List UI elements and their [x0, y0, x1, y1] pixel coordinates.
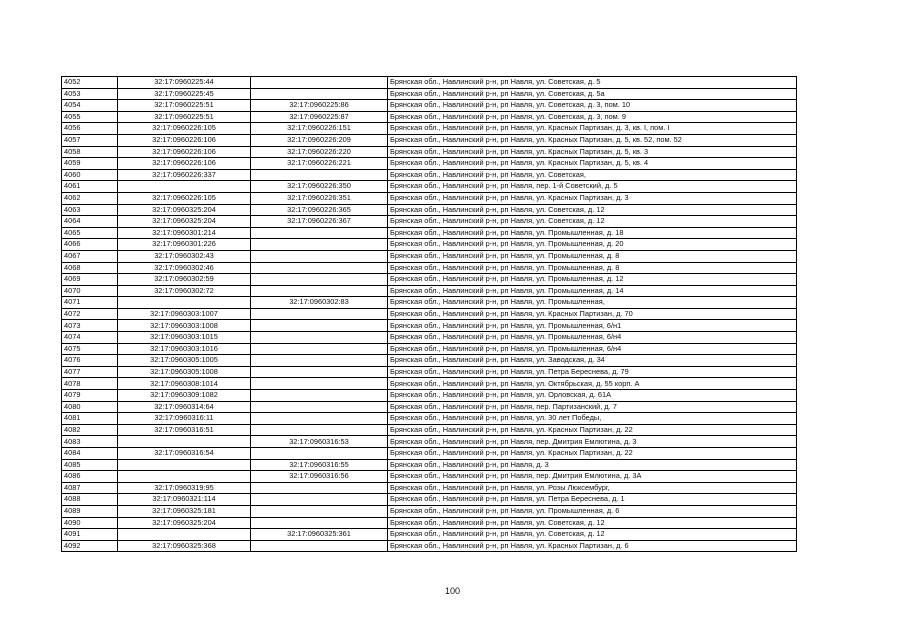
table-row	[62, 332, 797, 344]
cadastral-number-cell: 32:17:0960226:106	[118, 158, 251, 170]
row-number-cell: 4055	[62, 111, 118, 123]
table-row	[62, 77, 797, 89]
row-number-cell: 4058	[62, 146, 118, 158]
row-number-cell: 4062	[62, 192, 118, 204]
cadastral-number-cell: 32:17:0960302:59	[118, 274, 251, 286]
row-number-cell: 4069	[62, 274, 118, 286]
address-cell: Брянская обл., Навлинский р-н, рп Навля, пер. 1-й Советский, д. 5	[388, 181, 797, 193]
cadastral-number-cell: 32:17:0960325:204	[118, 517, 251, 529]
cadastral-number-cell: 32:17:0960302:72	[118, 285, 251, 297]
table-row	[62, 297, 797, 309]
row-number-cell: 4063	[62, 204, 118, 216]
address-cell: Брянская обл., Навлинский р-н, рп Навля, ул. Советская, д. 3, пом. 10	[388, 100, 797, 112]
row-number-cell: 4087	[62, 482, 118, 494]
address-cell: Брянская обл., Навлинский р-н, рп Навля, ул. Промышленная, 6/н4	[388, 343, 797, 355]
table-row	[62, 424, 797, 436]
table-row	[62, 390, 797, 402]
parent-cadastral-number-cell: 32:17:0960325:361	[251, 529, 388, 541]
row-number-cell: 4054	[62, 100, 118, 112]
row-number-cell: 4092	[62, 540, 118, 552]
table-row	[62, 529, 797, 541]
cadastral-number-cell: 32:17:0960226:106	[118, 134, 251, 146]
table-row	[62, 517, 797, 529]
table-row	[62, 285, 797, 297]
cadastral-number-cell: 32:17:0960325:204	[118, 204, 251, 216]
row-number-cell: 4082	[62, 424, 118, 436]
cadastral-number-cell: 32:17:0960305:1005	[118, 355, 251, 367]
table-row	[62, 378, 797, 390]
cadastral-number-cell	[118, 459, 251, 471]
table-row	[62, 262, 797, 274]
address-cell: Брянская обл., Навлинский р-н, рп Навля, ул. Орловская, д. 61А	[388, 390, 797, 402]
parent-cadastral-number-cell	[251, 540, 388, 552]
table-row	[62, 494, 797, 506]
table-row	[62, 471, 797, 483]
address-cell: Брянская обл., Навлинский р-н, рп Навля, ул. Октябрьская, д. 55 корп. А	[388, 378, 797, 390]
parent-cadastral-number-cell	[251, 274, 388, 286]
table-row	[62, 169, 797, 181]
parent-cadastral-number-cell	[251, 169, 388, 181]
row-number-cell: 4072	[62, 308, 118, 320]
address-cell: Брянская обл., Навлинский р-н, рп Навля, ул. Красных Партизан, д. 6	[388, 540, 797, 552]
table-row	[62, 436, 797, 448]
row-number-cell: 4077	[62, 366, 118, 378]
table-row	[62, 158, 797, 170]
address-cell: Брянская обл., Навлинский р-н, рп Навля, ул. Розы Люксембург,	[388, 482, 797, 494]
cadastral-number-cell	[118, 297, 251, 309]
address-cell: Брянская обл., Навлинский р-н, рп Навля, ул. Красных Партизан, д. 70	[388, 308, 797, 320]
address-cell: Брянская обл., Навлинский р-н, рп Навля, ул. Промышленная, д. 6	[388, 505, 797, 517]
table-row	[62, 181, 797, 193]
parent-cadastral-number-cell: 32:17:0960225:87	[251, 111, 388, 123]
cadastral-number-cell: 32:17:0960302:43	[118, 250, 251, 262]
cadastral-number-cell: 32:17:0960302:46	[118, 262, 251, 274]
cadastral-number-cell	[118, 471, 251, 483]
cadastral-number-cell: 32:17:0960303:1007	[118, 308, 251, 320]
parent-cadastral-number-cell: 32:17:0960226:365	[251, 204, 388, 216]
row-number-cell: 4078	[62, 378, 118, 390]
address-cell: Брянская обл., Навлинский р-н, рп Навля, ул. Промышленная, 6/н1	[388, 320, 797, 332]
address-cell: Брянская обл., Навлинский р-н, рп Навля, ул. Советская,	[388, 169, 797, 181]
parent-cadastral-number-cell	[251, 343, 388, 355]
table-row	[62, 192, 797, 204]
address-cell: Брянская обл., Навлинский р-н, рп Навля, ул. Красных Партизан, д. 22	[388, 448, 797, 460]
parent-cadastral-number-cell	[251, 424, 388, 436]
row-number-cell: 4083	[62, 436, 118, 448]
parent-cadastral-number-cell	[251, 366, 388, 378]
row-number-cell: 4061	[62, 181, 118, 193]
parent-cadastral-number-cell: 32:17:0960316:53	[251, 436, 388, 448]
address-cell: Брянская обл., Навлинский р-н, рп Навля, ул. Промышленная, 6/н4	[388, 332, 797, 344]
row-number-cell: 4052	[62, 77, 118, 89]
address-cell: Брянская обл., Навлинский р-н, рп Навля, ул. Красных Партизан, д. 22	[388, 424, 797, 436]
cadastral-number-cell: 32:17:0960301:226	[118, 239, 251, 251]
row-number-cell: 4070	[62, 285, 118, 297]
row-number-cell: 4073	[62, 320, 118, 332]
table-row	[62, 250, 797, 262]
parent-cadastral-number-cell	[251, 378, 388, 390]
address-cell: Брянская обл., Навлинский р-н, рп Навля, ул. Красных Партизан, д. 5, кв. 3	[388, 146, 797, 158]
table-row	[62, 355, 797, 367]
parent-cadastral-number-cell	[251, 482, 388, 494]
address-cell: Брянская обл., Навлинский р-н, рп Навля, ул. Промышленная, д. 14	[388, 285, 797, 297]
cadastral-number-cell	[118, 181, 251, 193]
property-table-body	[62, 77, 797, 552]
parent-cadastral-number-cell: 32:17:0960226:221	[251, 158, 388, 170]
cadastral-number-cell: 32:17:0960316:11	[118, 413, 251, 425]
parent-cadastral-number-cell	[251, 285, 388, 297]
row-number-cell: 4088	[62, 494, 118, 506]
address-cell: Брянская обл., Навлинский р-н, рп Навля, пер. Партизанский, д. 7	[388, 401, 797, 413]
table-row	[62, 216, 797, 228]
table-row	[62, 413, 797, 425]
parent-cadastral-number-cell	[251, 401, 388, 413]
parent-cadastral-number-cell	[251, 250, 388, 262]
table-row	[62, 505, 797, 517]
table-row	[62, 88, 797, 100]
address-cell: Брянская обл., Навлинский р-н, рп Навля, ул. Петра Береснева, д. 79	[388, 366, 797, 378]
property-table-container	[61, 76, 796, 552]
row-number-cell: 4075	[62, 343, 118, 355]
row-number-cell: 4065	[62, 227, 118, 239]
parent-cadastral-number-cell: 32:17:0960226:209	[251, 134, 388, 146]
row-number-cell: 4056	[62, 123, 118, 135]
parent-cadastral-number-cell	[251, 413, 388, 425]
row-number-cell: 4090	[62, 517, 118, 529]
table-row	[62, 320, 797, 332]
parent-cadastral-number-cell: 32:17:0960225:86	[251, 100, 388, 112]
cadastral-number-cell: 32:17:0960303:1016	[118, 343, 251, 355]
address-cell: Брянская обл., Навлинский р-н, рп Навля, ул. Советская, д. 12	[388, 204, 797, 216]
parent-cadastral-number-cell: 32:17:0960226:351	[251, 192, 388, 204]
row-number-cell: 4084	[62, 448, 118, 460]
cadastral-number-cell: 32:17:0960226:105	[118, 192, 251, 204]
parent-cadastral-number-cell	[251, 227, 388, 239]
cadastral-number-cell: 32:17:0960319:95	[118, 482, 251, 494]
cadastral-number-cell: 32:17:0960225:45	[118, 88, 251, 100]
table-row	[62, 401, 797, 413]
parent-cadastral-number-cell	[251, 505, 388, 517]
parent-cadastral-number-cell: 32:17:0960316:56	[251, 471, 388, 483]
property-table	[61, 76, 797, 552]
cadastral-number-cell: 32:17:0960226:106	[118, 146, 251, 158]
parent-cadastral-number-cell: 32:17:0960302:83	[251, 297, 388, 309]
parent-cadastral-number-cell	[251, 517, 388, 529]
table-row	[62, 204, 797, 216]
row-number-cell: 4091	[62, 529, 118, 541]
parent-cadastral-number-cell	[251, 494, 388, 506]
cadastral-number-cell	[118, 529, 251, 541]
table-row	[62, 146, 797, 158]
cadastral-number-cell: 32:17:0960303:1015	[118, 332, 251, 344]
row-number-cell: 4076	[62, 355, 118, 367]
parent-cadastral-number-cell	[251, 308, 388, 320]
cadastral-number-cell: 32:17:0960321:114	[118, 494, 251, 506]
row-number-cell: 4064	[62, 216, 118, 228]
parent-cadastral-number-cell	[251, 332, 388, 344]
table-row	[62, 123, 797, 135]
address-cell: Брянская обл., Навлинский р-н, рп Навля, ул. Красных Партизан, д. 3	[388, 192, 797, 204]
address-cell: Брянская обл., Навлинский р-н, рп Навля, ул. Советская, д. 5а	[388, 88, 797, 100]
table-row	[62, 111, 797, 123]
cadastral-number-cell: 32:17:0960305:1008	[118, 366, 251, 378]
row-number-cell: 4068	[62, 262, 118, 274]
parent-cadastral-number-cell	[251, 320, 388, 332]
address-cell: Брянская обл., Навлинский р-н, рп Навля, ул. Промышленная, д. 12	[388, 274, 797, 286]
table-row	[62, 459, 797, 471]
cadastral-number-cell: 32:17:0960301:214	[118, 227, 251, 239]
row-number-cell: 4067	[62, 250, 118, 262]
table-row	[62, 100, 797, 112]
table-row	[62, 448, 797, 460]
parent-cadastral-number-cell: 32:17:0960226:220	[251, 146, 388, 158]
row-number-cell: 4074	[62, 332, 118, 344]
address-cell: Брянская обл., Навлинский р-н, рп Навля, ул. Заводская, д. 34	[388, 355, 797, 367]
address-cell: Брянская обл., Навлинский р-н, рп Навля, ул. Красных Партизан, д. 3, кв. I, пом. I	[388, 123, 797, 135]
cadastral-number-cell: 32:17:0960316:54	[118, 448, 251, 460]
address-cell: Брянская обл., Навлинский р-н, рп Навля, ул. Советская, д. 12	[388, 216, 797, 228]
address-cell: Брянская обл., Навлинский р-н, рп Навля, ул. Советская, д. 12	[388, 529, 797, 541]
row-number-cell: 4059	[62, 158, 118, 170]
table-row	[62, 343, 797, 355]
address-cell: Брянская обл., Навлинский р-н, рп Навля, ул. Красных Партизан, д. 5, кв. 4	[388, 158, 797, 170]
cadastral-number-cell: 32:17:0960309:1082	[118, 390, 251, 402]
table-row	[62, 308, 797, 320]
table-row	[62, 482, 797, 494]
row-number-cell: 4066	[62, 239, 118, 251]
address-cell: Брянская обл., Навлинский р-н, рп Навля, ул. Промышленная, д. 8	[388, 250, 797, 262]
cadastral-number-cell: 32:17:0960308:1014	[118, 378, 251, 390]
row-number-cell: 4085	[62, 459, 118, 471]
cadastral-number-cell: 32:17:0960314:64	[118, 401, 251, 413]
address-cell: Брянская обл., Навлинский р-н, рп Навля, ул. Промышленная,	[388, 297, 797, 309]
cadastral-number-cell: 32:17:0960225:44	[118, 77, 251, 89]
table-row	[62, 274, 797, 286]
parent-cadastral-number-cell: 32:17:0960226:151	[251, 123, 388, 135]
address-cell: Брянская обл., Навлинский р-н, рп Навля, д. 3	[388, 459, 797, 471]
address-cell: Брянская обл., Навлинский р-н, рп Навля, пер. Дмитрия Емлютина, д. 3	[388, 436, 797, 448]
address-cell: Брянская обл., Навлинский р-н, рп Навля, пер. Дмитрия Емлютина, д. 3А	[388, 471, 797, 483]
row-number-cell: 4080	[62, 401, 118, 413]
address-cell: Брянская обл., Навлинский р-н, рп Навля, ул. Советская, д. 12	[388, 517, 797, 529]
parent-cadastral-number-cell	[251, 390, 388, 402]
parent-cadastral-number-cell	[251, 239, 388, 251]
cadastral-number-cell: 32:17:0960316:51	[118, 424, 251, 436]
parent-cadastral-number-cell: 32:17:0960226:367	[251, 216, 388, 228]
table-row	[62, 134, 797, 146]
cadastral-number-cell: 32:17:0960325:368	[118, 540, 251, 552]
address-cell: Брянская обл., Навлинский р-н, рп Навля, ул. Промышленная, д. 8	[388, 262, 797, 274]
parent-cadastral-number-cell	[251, 77, 388, 89]
cadastral-number-cell: 32:17:0960325:204	[118, 216, 251, 228]
cadastral-number-cell	[118, 436, 251, 448]
row-number-cell: 4053	[62, 88, 118, 100]
row-number-cell: 4057	[62, 134, 118, 146]
parent-cadastral-number-cell	[251, 355, 388, 367]
table-row	[62, 366, 797, 378]
parent-cadastral-number-cell	[251, 262, 388, 274]
table-row	[62, 540, 797, 552]
table-row	[62, 227, 797, 239]
parent-cadastral-number-cell	[251, 88, 388, 100]
cadastral-number-cell: 32:17:0960226:105	[118, 123, 251, 135]
row-number-cell: 4079	[62, 390, 118, 402]
row-number-cell: 4086	[62, 471, 118, 483]
address-cell: Брянская обл., Навлинский р-н, рп Навля, ул. 30 лет Победы,	[388, 413, 797, 425]
parent-cadastral-number-cell: 32:17:0960316:55	[251, 459, 388, 471]
address-cell: Брянская обл., Навлинский р-н, рп Навля, ул. Красных Партизан, д. 5, кв. 52, пом. 52	[388, 134, 797, 146]
row-number-cell: 4089	[62, 505, 118, 517]
cadastral-number-cell: 32:17:0960226:337	[118, 169, 251, 181]
page-number: 100	[444, 586, 461, 596]
address-cell: Брянская обл., Навлинский р-н, рп Навля, ул. Советская, д. 5	[388, 77, 797, 89]
row-number-cell: 4060	[62, 169, 118, 181]
cadastral-number-cell: 32:17:0960325:181	[118, 505, 251, 517]
table-row	[62, 239, 797, 251]
address-cell: Брянская обл., Навлинский р-н, рп Навля, ул. Промышленная, д. 20	[388, 239, 797, 251]
cadastral-number-cell: 32:17:0960303:1008	[118, 320, 251, 332]
address-cell: Брянская обл., Навлинский р-н, рп Навля, ул. Советская, д. 3, пом. 9	[388, 111, 797, 123]
parent-cadastral-number-cell	[251, 448, 388, 460]
cadastral-number-cell: 32:17:0960225:51	[118, 111, 251, 123]
address-cell: Брянская обл., Навлинский р-н, рп Навля, ул. Петра Береснева, д. 1	[388, 494, 797, 506]
cadastral-number-cell: 32:17:0960225:51	[118, 100, 251, 112]
address-cell: Брянская обл., Навлинский р-н, рп Навля, ул. Промышленная, д. 18	[388, 227, 797, 239]
row-number-cell: 4081	[62, 413, 118, 425]
row-number-cell: 4071	[62, 297, 118, 309]
parent-cadastral-number-cell: 32:17:0960226:350	[251, 181, 388, 193]
